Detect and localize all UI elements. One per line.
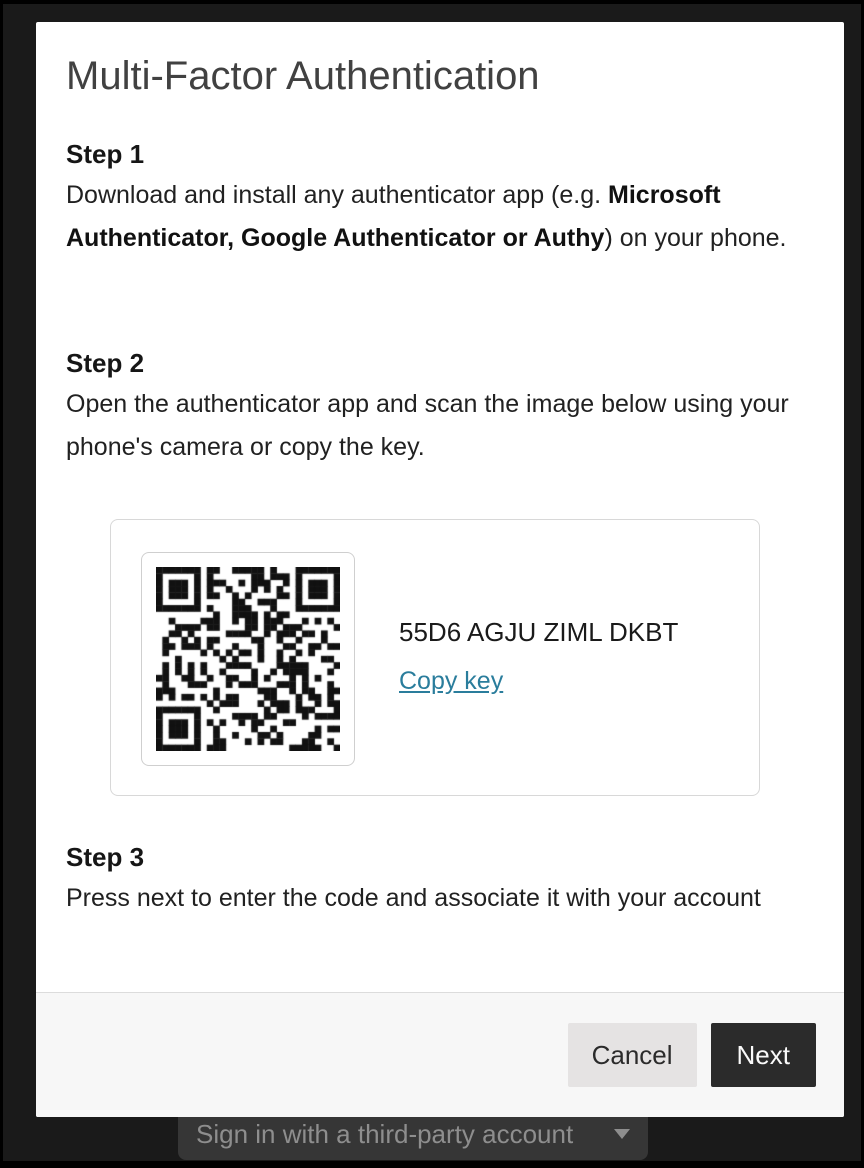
dialog-footer <box>36 992 844 1117</box>
third-party-signin-label: Sign in with a third-party account <box>196 1118 574 1149</box>
cancel-button[interactable]: Cancel <box>568 1023 697 1087</box>
copy-key-link[interactable]: Copy key <box>399 667 504 695</box>
qr-frame <box>141 552 355 766</box>
qr-card <box>110 519 760 796</box>
step2-description: Open the authenticator app and scan the image below using your phone's camera or copy the key. <box>66 390 789 461</box>
step1-text-bold: Microsoft Authenticator, Google Authenticator or Authy <box>66 181 721 252</box>
caret-down-icon <box>614 1129 630 1139</box>
step1-text-part1: Download and install any authenticator app (e.g. <box>66 181 609 209</box>
step2-heading: Step 2 <box>66 348 145 378</box>
mfa-dialog <box>36 22 844 1117</box>
step1-heading: Step 1 <box>66 139 145 169</box>
qr-code <box>156 567 340 751</box>
step3-description: Press next to enter the code and associate it with your account <box>66 884 761 912</box>
next-button[interactable]: Next <box>711 1023 816 1087</box>
step1-text-part2: ) on your phone. <box>604 224 787 252</box>
dialog-title: Multi-Factor Authentication <box>66 54 540 98</box>
step3-heading: Step 3 <box>66 842 145 872</box>
step1-description <box>66 174 808 260</box>
mfa-secret-key: 55D6 AGJU ZIML DKBT <box>399 617 679 647</box>
